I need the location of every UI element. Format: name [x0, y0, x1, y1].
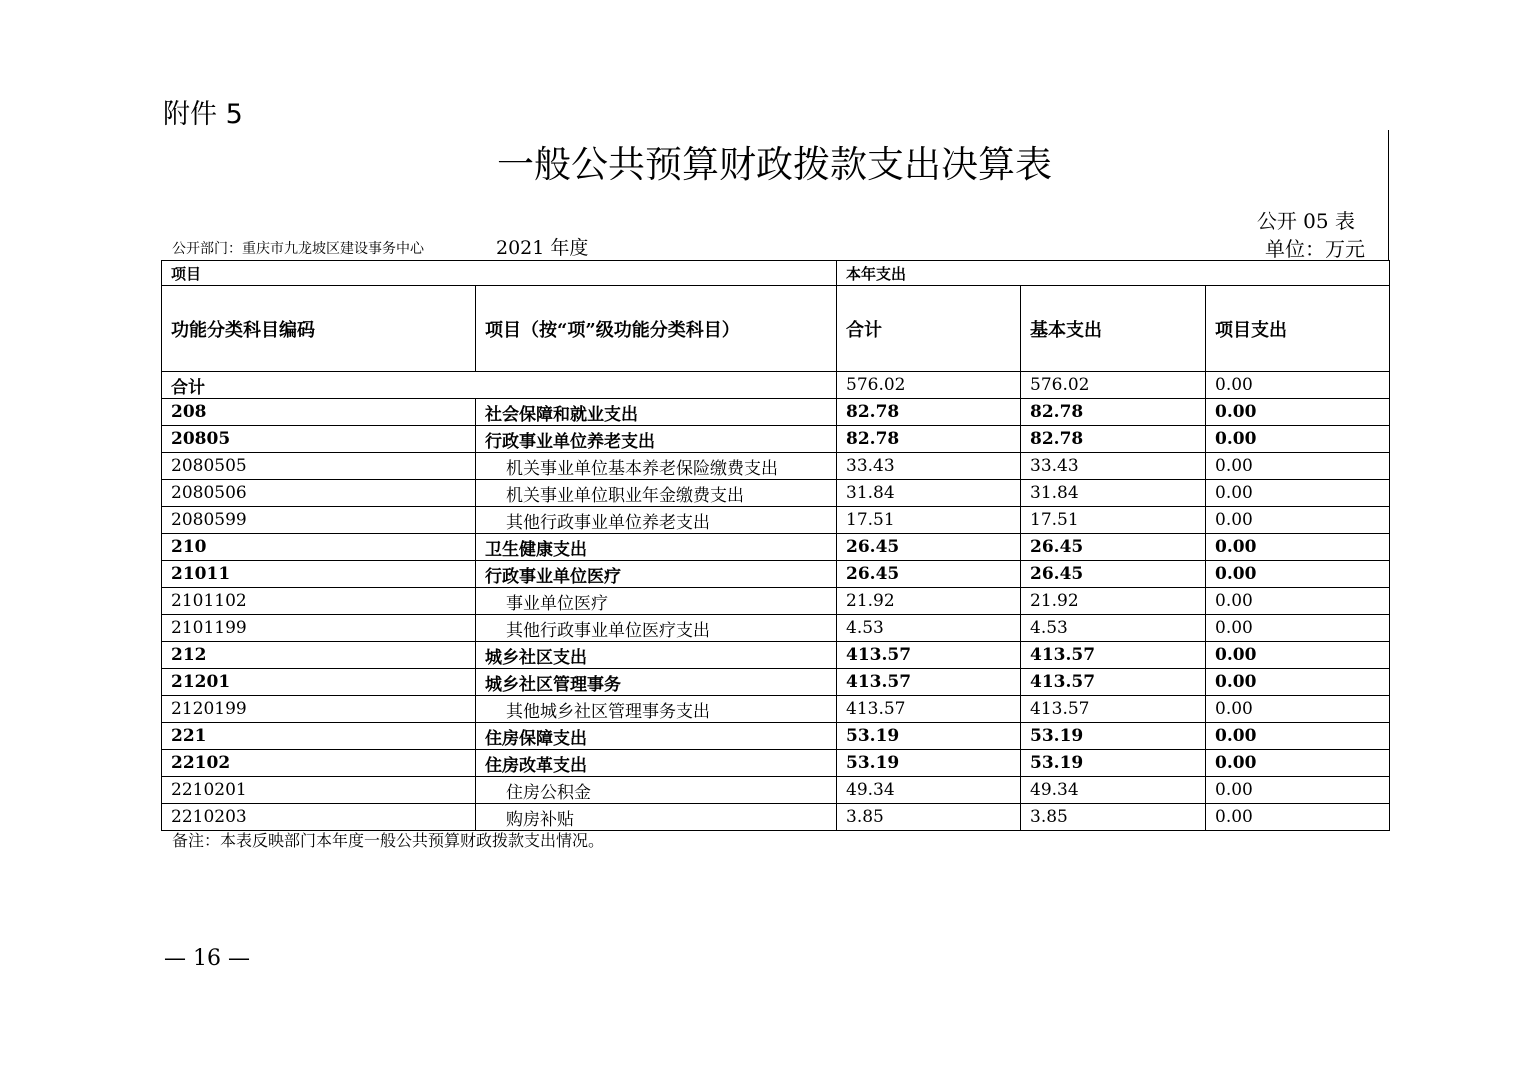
row-basic: 3.85 — [1021, 804, 1206, 831]
row-basic: 413.57 — [1021, 696, 1206, 723]
row-code: 208 — [162, 399, 476, 426]
row-basic: 49.34 — [1021, 777, 1206, 804]
col-header-project: 项目支出 — [1206, 286, 1390, 372]
row-project: 0.00 — [1206, 534, 1390, 561]
group-header-row — [162, 261, 1390, 286]
row-project: 0.00 — [1206, 480, 1390, 507]
row-project: 0.00 — [1206, 750, 1390, 777]
row-total: 413.57 — [837, 696, 1021, 723]
row-name: 其他行政事业单位养老支出 — [476, 507, 837, 534]
col-header-code: 功能分类科目编码 — [162, 286, 476, 372]
col-header-name: 项目（按“项”级功能分类科目） — [476, 286, 837, 372]
row-code: 2080506 — [162, 480, 476, 507]
row-basic: 33.43 — [1021, 453, 1206, 480]
row-total: 17.51 — [837, 507, 1021, 534]
row-name: 城乡社区管理事务 — [476, 669, 837, 696]
row-basic: 21.92 — [1021, 588, 1206, 615]
row-code: 2080505 — [162, 453, 476, 480]
row-code: 2120199 — [162, 696, 476, 723]
table-row — [162, 534, 1390, 561]
table-row — [162, 615, 1390, 642]
row-total: 53.19 — [837, 723, 1021, 750]
row-basic: 82.78 — [1021, 399, 1206, 426]
col-header-basic: 基本支出 — [1021, 286, 1206, 372]
row-basic: 413.57 — [1021, 642, 1206, 669]
row-code: 21011 — [162, 561, 476, 588]
footnote: 备注：本表反映部门本年度一般公共预算财政拨款支出情况。 — [172, 831, 605, 850]
row-basic: 82.78 — [1021, 426, 1206, 453]
total-total: 576.02 — [837, 372, 1021, 399]
row-basic: 17.51 — [1021, 507, 1206, 534]
total-row — [162, 372, 1390, 399]
row-basic: 26.45 — [1021, 561, 1206, 588]
row-basic: 413.57 — [1021, 669, 1206, 696]
row-total: 26.45 — [837, 534, 1021, 561]
table-row — [162, 804, 1390, 831]
row-total: 4.53 — [837, 615, 1021, 642]
row-name: 机关事业单位职业年金缴费支出 — [476, 480, 837, 507]
year-label: 2021 年度 — [496, 237, 589, 259]
row-code: 21201 — [162, 669, 476, 696]
row-name: 住房改革支出 — [476, 750, 837, 777]
row-code: 221 — [162, 723, 476, 750]
department-label: 公开部门：重庆市九龙坡区建设事务中心 — [172, 241, 424, 257]
table-row — [162, 561, 1390, 588]
row-project: 0.00 — [1206, 588, 1390, 615]
row-name: 卫生健康支出 — [476, 534, 837, 561]
col-header-total: 合计 — [837, 286, 1021, 372]
row-name: 购房补贴 — [476, 804, 837, 831]
table-row — [162, 669, 1390, 696]
row-basic: 4.53 — [1021, 615, 1206, 642]
row-name: 其他城乡社区管理事务支出 — [476, 696, 837, 723]
row-total: 413.57 — [837, 669, 1021, 696]
row-project: 0.00 — [1206, 723, 1390, 750]
budget-table — [161, 260, 1390, 831]
row-project: 0.00 — [1206, 777, 1390, 804]
row-code: 20805 — [162, 426, 476, 453]
row-name: 其他行政事业单位医疗支出 — [476, 615, 837, 642]
table-row — [162, 480, 1390, 507]
row-name: 行政事业单位医疗 — [476, 561, 837, 588]
row-basic: 53.19 — [1021, 723, 1206, 750]
row-basic: 53.19 — [1021, 750, 1206, 777]
row-total: 53.19 — [837, 750, 1021, 777]
table-row — [162, 777, 1390, 804]
table-row — [162, 750, 1390, 777]
row-project: 0.00 — [1206, 507, 1390, 534]
row-project: 0.00 — [1206, 561, 1390, 588]
row-name: 行政事业单位养老支出 — [476, 426, 837, 453]
row-total: 31.84 — [837, 480, 1021, 507]
row-name: 住房保障支出 — [476, 723, 837, 750]
row-total: 26.45 — [837, 561, 1021, 588]
total-label: 合计 — [162, 372, 837, 399]
row-project: 0.00 — [1206, 453, 1390, 480]
row-project: 0.00 — [1206, 615, 1390, 642]
row-basic: 31.84 — [1021, 480, 1206, 507]
row-code: 22102 — [162, 750, 476, 777]
attachment-label: 附件 5 — [163, 99, 243, 130]
row-total: 82.78 — [837, 399, 1021, 426]
table-row — [162, 588, 1390, 615]
unit-label: 单位：万元 — [1265, 237, 1365, 261]
table-row — [162, 453, 1390, 480]
row-code: 2101102 — [162, 588, 476, 615]
row-project: 0.00 — [1206, 696, 1390, 723]
total-project: 0.00 — [1206, 372, 1390, 399]
row-name: 城乡社区支出 — [476, 642, 837, 669]
row-project: 0.00 — [1206, 642, 1390, 669]
row-total: 413.57 — [837, 642, 1021, 669]
row-project: 0.00 — [1206, 426, 1390, 453]
row-total: 3.85 — [837, 804, 1021, 831]
row-code: 2101199 — [162, 615, 476, 642]
group-header-item: 项目 — [162, 261, 837, 286]
row-total: 33.43 — [837, 453, 1021, 480]
table-row — [162, 642, 1390, 669]
row-project: 0.00 — [1206, 669, 1390, 696]
page-number: — 16 — — [164, 946, 250, 971]
row-project: 0.00 — [1206, 399, 1390, 426]
table-row — [162, 399, 1390, 426]
row-code: 2210203 — [162, 804, 476, 831]
row-project: 0.00 — [1206, 804, 1390, 831]
table-row — [162, 507, 1390, 534]
total-basic: 576.02 — [1021, 372, 1206, 399]
row-code: 212 — [162, 642, 476, 669]
row-code: 210 — [162, 534, 476, 561]
table-row — [162, 723, 1390, 750]
row-basic: 26.45 — [1021, 534, 1206, 561]
row-name: 社会保障和就业支出 — [476, 399, 837, 426]
table-row — [162, 696, 1390, 723]
row-name: 住房公积金 — [476, 777, 837, 804]
row-code: 2080599 — [162, 507, 476, 534]
row-total: 49.34 — [837, 777, 1021, 804]
row-name: 事业单位医疗 — [476, 588, 837, 615]
group-header-expense: 本年支出 — [837, 261, 1390, 286]
row-code: 2210201 — [162, 777, 476, 804]
row-name: 机关事业单位基本养老保险缴费支出 — [476, 453, 837, 480]
row-total: 82.78 — [837, 426, 1021, 453]
row-total: 21.92 — [837, 588, 1021, 615]
table-row — [162, 426, 1390, 453]
page-title: 一般公共预算财政拨款支出决算表 — [497, 143, 1052, 186]
form-code: 公开 05 表 — [1256, 209, 1355, 233]
column-header-row — [162, 286, 1390, 372]
